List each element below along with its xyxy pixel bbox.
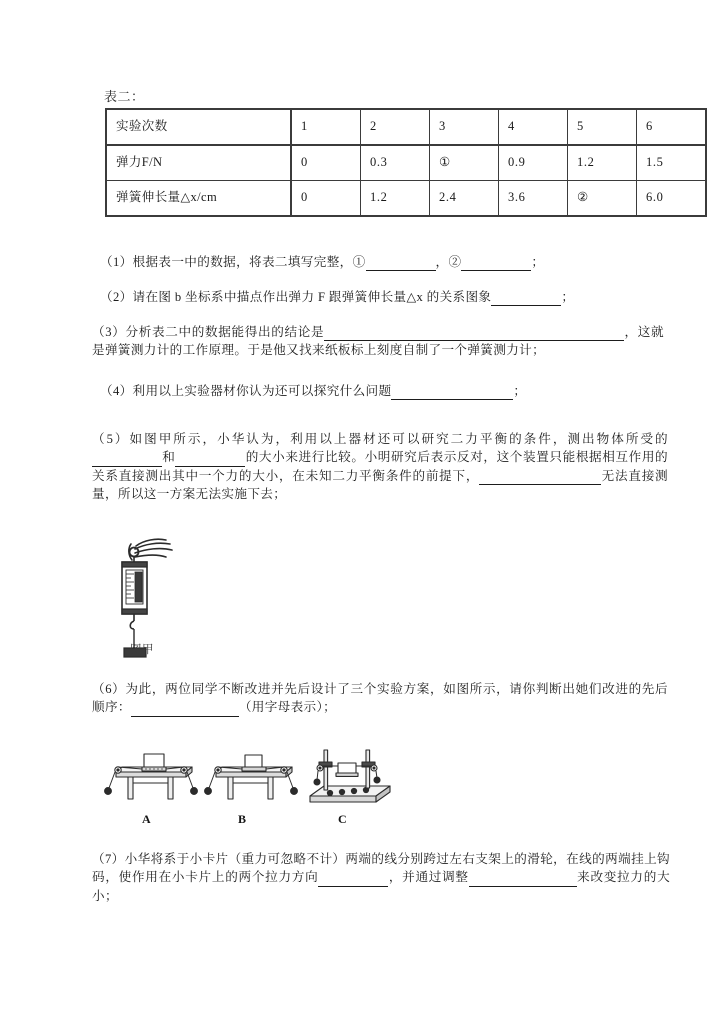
question-1-text-b: ，② (435, 255, 462, 269)
answer-blank-1b[interactable] (461, 258, 531, 271)
answer-blank-4a[interactable] (391, 387, 513, 400)
cell-trial-1: 1 (291, 109, 361, 145)
figure-jia-label: 图甲 (130, 644, 154, 656)
answer-blank-7a[interactable] (318, 874, 388, 887)
cell-trial-4: 4 (499, 109, 568, 145)
cell-extension-3: 2.4 (430, 181, 499, 217)
question-3-text-b: ，这就是弹簧测力计的工作原理。于是他又找来纸板标上刻度自制了一个弹簧测力计； (92, 325, 664, 358)
question-3-text-a: （3）分析表二中的数据能得出的结论是 (92, 325, 325, 339)
table-row (106, 109, 706, 145)
question-5-text-d: 无法直接测量，所以这一方案无法实施下去； (92, 468, 668, 501)
answer-blank-5b[interactable] (175, 454, 245, 467)
question-2 (100, 288, 660, 306)
question-4-text-a: （4）利用以上实验器材你认为还可以探究什么问题 (100, 384, 392, 398)
cell-extension-1: 0 (291, 181, 361, 217)
question-6-text-a: （6）为此，两位同学不断改进并先后设计了三个实验方案，如图所示，请你判断出她们改进的先后顺序： (92, 682, 668, 715)
question-5-text-a: （5）如图甲所示，小华认为，利用以上器材还可以研究二力平衡的条件，测出物体所受的 (92, 432, 668, 446)
table-caption: 表二： (104, 89, 145, 104)
answer-blank-5a[interactable] (92, 454, 162, 467)
cell-force-6: 1.5 (637, 145, 707, 181)
figure-label-b: B (238, 812, 247, 826)
cell-force-5: 1.2 (568, 145, 637, 181)
cell-extension-4: 3.6 (499, 181, 568, 217)
question-7-text-c: 来改变拉力的大小； (92, 870, 671, 903)
apparatus-figure-labels (98, 812, 398, 828)
table-row (106, 145, 706, 181)
cell-trial-5: 5 (568, 109, 637, 145)
question-3 (92, 323, 664, 360)
answer-blank-6a[interactable] (131, 704, 239, 717)
experiment-data-table (105, 108, 707, 217)
cell-force-2: 0.3 (361, 145, 430, 181)
question-7-text-b: ，并通过调整 (388, 870, 469, 885)
cell-trial-6: 6 (637, 109, 707, 145)
apparatus-figures (98, 742, 398, 814)
cell-trial-3: 3 (430, 109, 499, 145)
question-6 (92, 680, 668, 717)
answer-blank-7b[interactable] (469, 874, 577, 887)
cell-extension-5: ② (568, 181, 637, 217)
question-1-text-a: （1）根据表一中的数据，将表二填写完整，① (100, 255, 366, 269)
table-row (106, 181, 706, 217)
answer-blank-3a[interactable] (324, 328, 624, 341)
question-4-text-b: ； (513, 384, 527, 398)
figure-label-c: C (338, 812, 347, 826)
answer-blank-5c[interactable] (479, 472, 601, 485)
question-1 (100, 253, 660, 271)
row-header-elastic-force: 弹力F/N (106, 145, 291, 181)
question-5-text-c: 的大小来进行比较。小明研究后表示反对，这个装置只能根据相互作用的关系直接测出其中一个力的大小，在未知二力平衡条件的前提下， (92, 450, 668, 483)
question-2-text-a: （2）请在图 b 坐标系中描点作出弹力 F 跟弹簧伸长量△x 的关系图象 (100, 290, 492, 304)
answer-blank-1a[interactable] (366, 258, 436, 271)
question-1-text-c: ； (531, 255, 545, 269)
figure-label-a: A (142, 812, 151, 826)
cell-force-1: 0 (291, 145, 361, 181)
question-6-text-b: （用字母表示）； (238, 700, 337, 715)
cell-force-3: ① (430, 145, 499, 181)
spring-scale-figure (104, 522, 254, 662)
row-header-spring-extension: 弹簧伸长量△x/cm (106, 181, 291, 217)
answer-blank-2a[interactable] (491, 293, 561, 306)
question-7-text-a: （7）小华将系于小卡片（重力可忽略不计）两端的线分别跨过左右支架上的滑轮，在线的两端挂上钩码，使作用在小卡片上的两个拉力方向 (92, 852, 670, 885)
question-7 (92, 850, 670, 905)
cell-extension-2: 1.2 (361, 181, 430, 217)
question-5 (92, 430, 668, 503)
cell-extension-6: 6.0 (637, 181, 707, 217)
question-2-text-b: ； (561, 290, 575, 304)
cell-trial-2: 2 (361, 109, 430, 145)
cell-force-4: 0.9 (499, 145, 568, 181)
row-header-trial-count: 实验次数 (106, 109, 291, 145)
question-5-text-b: 和 (162, 450, 176, 465)
question-4 (100, 382, 660, 400)
